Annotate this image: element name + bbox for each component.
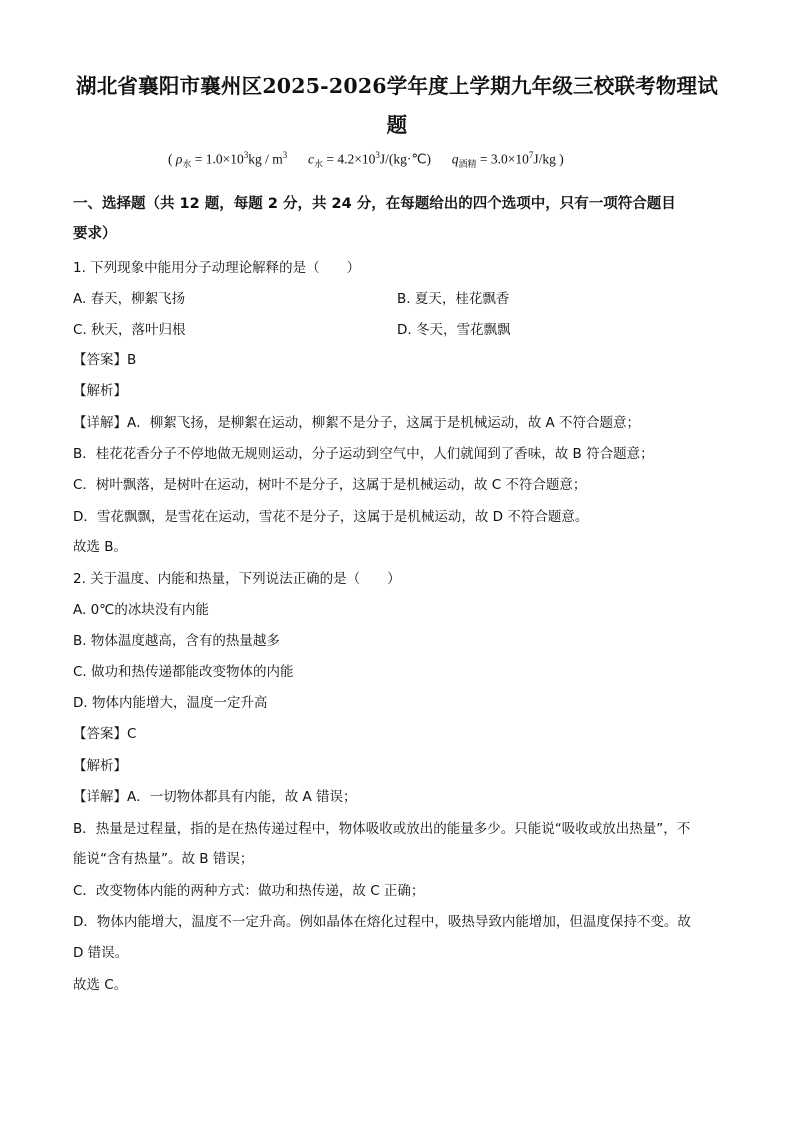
physical-constants [168,150,564,170]
rho-unit-exponent: 3 [282,150,288,160]
q2-stem: 2. 关于温度、内能和热量，下列说法正确的是（ ） [73,571,401,587]
c-exponent: 3 [375,150,380,160]
q1-detail-a: 【详解】A．柳絮飞扬，是柳絮在运动，柳絮不是分子，这属于是机械运动，故 A 不符合题意； [73,415,641,431]
rho-symbol: ρ [175,151,183,167]
q2-option-c: C. 做功和热传递都能改变物体的内能 [73,664,294,680]
q1-detail-b: B．桂花花香分子不停地做无规则运动，分子运动到空气中，人们就闻到了香味，故 B 符合题意； [73,446,654,462]
q-symbol: q [451,151,459,167]
q-subscript: 酒精 [458,159,477,170]
section-heading-cont: 要求） [73,226,117,242]
q1-detail-c: C．树叶飘落，是树叶在运动，树叶不是分子，这属于是机械运动，故 C 不符合题意； [73,477,587,493]
constants-open-paren: ( [168,151,173,167]
c-symbol: c [308,151,314,167]
q1-option-b: B. 夏天，桂花飘香 [397,291,510,307]
c-unit: J/(kg·℃) [379,151,432,167]
q2-detail-c: C．改变物体内能的两种方式：做功和热传递，故 C 正确； [73,883,425,899]
document-title-line1: 湖北省襄阳市襄州区2025-2026学年度上学期九年级三校联考物理试 [76,74,718,98]
document-title-line2: 题 [386,113,408,137]
q2-option-a: A. 0℃的冰块没有内能 [73,602,209,618]
rho-value: = 1.0×10 [194,151,244,167]
c-subscript: 水 [314,159,324,170]
q2-analysis-label: 【解析】 [73,758,127,774]
q1-analysis-label: 【解析】 [73,383,127,399]
c-value: = 4.2×10 [326,151,376,167]
q1-conclusion: 故选 B。 [73,539,128,555]
q2-detail-d-line1: D．物体内能增大，温度不一定升高。例如晶体在熔化过程中，吸热导致内能增加，但温度保持不变。故 [73,914,691,930]
q1-option-c: C. 秋天，落叶归根 [73,322,186,338]
q2-option-d: D. 物体内能增大，温度一定升高 [73,695,268,711]
q2-detail-d-line2: D 错误。 [73,945,129,961]
q1-option-a: A. 春天，柳絮飞扬 [73,291,186,307]
section-heading: 一、选择题（共 12 题，每题 2 分，共 24 分，在每题给出的四个选项中，只有一项符合题目 [73,196,676,212]
rho-exponent: 3 [243,150,249,160]
q2-detail-b-line2: 能说“含有热量”。故 B 错误； [73,851,254,867]
q1-stem: 1. 下列现象中能用分子动理论解释的是（ ） [73,260,361,276]
rho-subscript: 水 [182,159,192,170]
q1-answer: 【答案】B [73,352,137,368]
rho-unit: kg / m [248,151,283,167]
q2-conclusion: 故选 C。 [73,977,128,993]
q2-option-b: B. 物体温度越高，含有的热量越多 [73,633,280,649]
q2-answer: 【答案】C [73,726,137,742]
constants-close-paren: ) [559,151,564,167]
q2-detail-b-line1: B．热量是过程量，指的是在热传递过程中，物体吸收或放出的能量多少。只能说“吸收或放出热量”，不 [73,821,691,837]
q1-option-d: D. 冬天，雪花飘飘 [397,322,511,338]
q1-detail-d: D．雪花飘飘，是雪花在运动，雪花不是分子，这属于是机械运动，故 D 不符合题意。 [73,509,589,525]
q2-detail-a: 【详解】A．一切物体都具有内能，故 A 错误； [73,789,357,805]
q-exponent: 7 [528,150,534,160]
q-unit: J/kg [533,151,556,167]
q-value: = 3.0×10 [479,151,529,167]
